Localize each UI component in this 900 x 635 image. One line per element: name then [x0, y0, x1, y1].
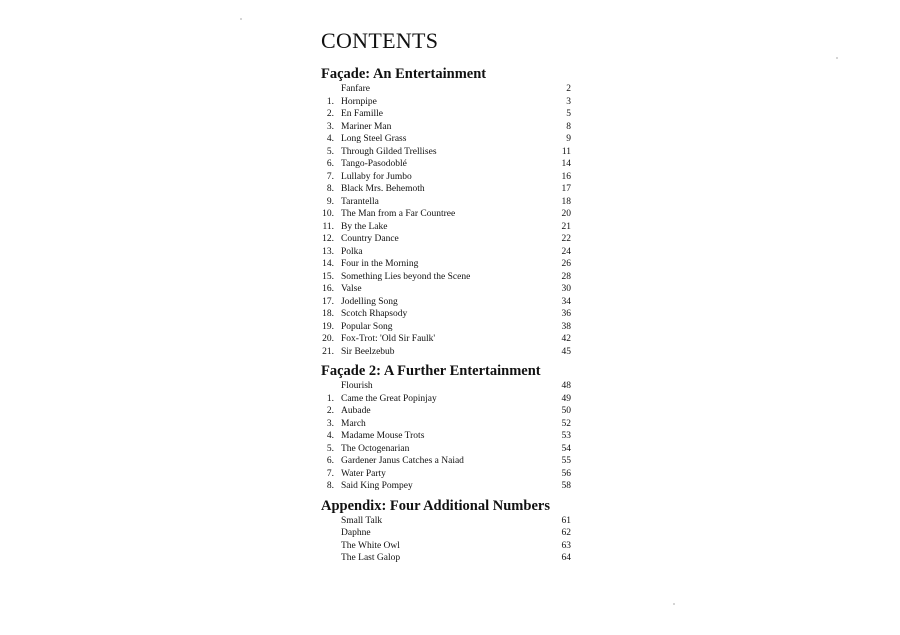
toc-entry: [321, 246, 571, 259]
toc-entry: [321, 171, 571, 184]
entry-list: [321, 83, 571, 358]
entry-title: Long Steel Grass: [341, 134, 407, 144]
entry-page-number: 24: [561, 246, 571, 257]
entry-page-number: 61: [561, 515, 571, 526]
entry-title: Something Lies beyond the Scene: [341, 271, 471, 282]
entry-page-number: 63: [561, 540, 571, 551]
entry-number: 6.: [326, 159, 334, 169]
entry-page-number: 56: [561, 468, 571, 479]
section-heading: Appendix: Four Additional Numbers: [321, 497, 550, 514]
entry-number: 14.: [322, 259, 334, 269]
entry-number: 1.: [326, 96, 334, 107]
entry-title: Mariner Man: [341, 121, 392, 132]
toc-entry: [321, 83, 571, 96]
toc-entry: [321, 208, 571, 221]
entry-page-number: 55: [561, 456, 571, 466]
scan-speck: [673, 603, 675, 605]
entry-number: 4.: [326, 431, 334, 441]
entry-page-number: 18: [561, 196, 571, 207]
toc-entry: [321, 183, 571, 196]
entry-number: 13.: [322, 246, 334, 257]
entry-title: Fox-Trot: 'Old Sir Faulk': [341, 334, 436, 344]
toc-entry: [321, 158, 571, 171]
entry-title: En Famille: [341, 109, 383, 119]
entry-page-number: 26: [561, 259, 571, 269]
entry-number: 7.: [326, 171, 334, 182]
entry-number: 6.: [326, 456, 334, 466]
entry-number: 1.: [326, 393, 334, 404]
entry-title: Tarantella: [341, 196, 379, 207]
entry-page-number: 28: [561, 271, 571, 282]
section-heading: Façade: An Entertainment: [321, 66, 487, 82]
toc-entry: [321, 121, 571, 134]
toc-entry: [321, 393, 571, 406]
entry-title: Gardener Janus Catches a Naiad: [341, 456, 464, 466]
entry-number: 9.: [326, 196, 334, 207]
toc-entry: [321, 321, 571, 334]
entry-number: 10.: [322, 209, 334, 219]
entry-page-number: 62: [561, 528, 571, 538]
entry-page-number: 16: [561, 171, 571, 182]
entry-title: Fanfare: [341, 84, 371, 94]
entry-page-number: 30: [561, 284, 571, 294]
entry-title: Sir Beelzebub: [341, 346, 395, 357]
section-heading: Façade 2: A Further Entertainment: [321, 363, 541, 379]
entry-number: 5.: [326, 443, 334, 454]
entry-title: The Last Galop: [341, 553, 401, 563]
entry-page-number: 52: [561, 418, 571, 429]
entry-title: Country Dance: [341, 234, 399, 244]
contents-title: CONTENTS: [321, 28, 439, 53]
entry-title: Small Talk: [341, 515, 383, 526]
entry-page-number: 2: [566, 84, 571, 94]
toc-entry: [321, 552, 571, 565]
toc-entry: [321, 196, 571, 209]
entry-title: Hornpipe: [341, 96, 377, 107]
entry-title: Scotch Rhapsody: [341, 309, 408, 319]
toc-entry: [321, 333, 571, 346]
entry-page-number: 34: [561, 296, 571, 307]
toc-entry: [321, 221, 571, 234]
entry-page-number: 14: [561, 159, 571, 169]
entry-title: Madame Mouse Trots: [341, 431, 425, 441]
toc-entry: [321, 296, 571, 309]
toc-entry: [321, 418, 571, 431]
toc-entry: [321, 405, 571, 418]
toc-entry: [321, 108, 571, 121]
toc-section: [321, 498, 571, 565]
entry-page-number: 5: [566, 109, 571, 119]
entry-title: Said King Pompey: [341, 481, 413, 491]
entry-title: Four in the Morning: [341, 259, 419, 269]
entry-title: Valse: [341, 284, 362, 294]
entry-title: Aubade: [341, 406, 371, 416]
entry-number: 21.: [322, 346, 334, 357]
entry-list: [321, 380, 571, 493]
entry-page-number: 50: [561, 406, 571, 416]
entry-title: Popular Song: [341, 321, 393, 332]
entry-number: 8.: [326, 481, 334, 491]
entry-page-number: 22: [561, 234, 571, 244]
entry-title: The White Owl: [341, 540, 400, 551]
toc-entry: [321, 258, 571, 271]
entry-page-number: 64: [561, 553, 571, 563]
entry-number: 5.: [326, 146, 334, 157]
entry-number: 11.: [322, 221, 334, 232]
entry-page-number: 48: [561, 381, 571, 391]
table-of-contents: [321, 66, 571, 570]
entry-page-number: 58: [561, 481, 571, 491]
entry-page-number: 53: [561, 431, 571, 441]
entry-title: Through Gilded Trellises: [341, 146, 437, 157]
toc-entry: [321, 430, 571, 443]
entry-title: March: [341, 418, 366, 429]
entry-number: 3.: [326, 418, 334, 429]
entry-title: The Man from a Far Countree: [341, 209, 456, 219]
toc-entry: [321, 146, 571, 159]
toc-section: [321, 363, 571, 493]
entry-number: 19.: [322, 321, 334, 332]
toc-entry: [321, 133, 571, 146]
entry-title: The Octogenarian: [341, 443, 410, 454]
entry-number: 3.: [326, 121, 334, 132]
entry-title: Tango-Pasodoblé: [341, 159, 407, 169]
entry-page-number: 49: [561, 393, 571, 404]
entry-title: Lullaby for Jumbo: [341, 171, 412, 182]
entry-title: Black Mrs. Behemoth: [341, 184, 425, 194]
entry-page-number: 45: [561, 346, 571, 357]
entry-number: 17.: [322, 296, 334, 307]
toc-section: [321, 66, 571, 358]
entry-title: Flourish: [341, 381, 373, 391]
entry-page-number: 8: [566, 121, 571, 132]
toc-entry: [321, 380, 571, 393]
entry-number: 4.: [326, 134, 334, 144]
toc-entry: [321, 468, 571, 481]
entry-number: 12.: [322, 234, 334, 244]
entry-page-number: 38: [561, 321, 571, 332]
entry-number: 16.: [322, 284, 334, 294]
toc-entry: [321, 540, 571, 553]
scan-speck: [836, 57, 838, 59]
entry-list: [321, 515, 571, 565]
entry-page-number: 54: [561, 443, 571, 454]
entry-page-number: 21: [561, 221, 571, 232]
entry-page-number: 42: [561, 334, 571, 344]
entry-number: 7.: [326, 468, 334, 479]
entry-page-number: 9: [566, 134, 571, 144]
entry-number: 2.: [326, 109, 334, 119]
entry-page-number: 17: [561, 184, 571, 194]
toc-entry: [321, 515, 571, 528]
entry-page-number: 36: [561, 309, 571, 319]
toc-entry: [321, 283, 571, 296]
toc-entry: [321, 480, 571, 493]
entry-title: Daphne: [341, 528, 371, 538]
entry-page-number: 20: [561, 209, 571, 219]
toc-entry: [321, 346, 571, 359]
entry-title: Came the Great Popinjay: [341, 393, 437, 404]
entry-number: 8.: [326, 184, 334, 194]
entry-number: 18.: [322, 309, 334, 319]
entry-title: By the Lake: [341, 221, 388, 232]
toc-entry: [321, 443, 571, 456]
scan-speck: [240, 18, 242, 20]
toc-entry: [321, 271, 571, 284]
toc-entry: [321, 527, 571, 540]
entry-number: 15.: [322, 271, 334, 282]
toc-entry: [321, 233, 571, 246]
toc-entry: [321, 308, 571, 321]
entry-page-number: 11: [561, 146, 571, 157]
toc-entry: [321, 96, 571, 109]
entry-number: 2.: [326, 406, 334, 416]
entry-title: Polka: [341, 246, 363, 257]
entry-title: Jodelling Song: [341, 296, 398, 307]
toc-entry: [321, 455, 571, 468]
entry-number: 20.: [322, 334, 334, 344]
entry-page-number: 3: [566, 96, 571, 107]
entry-title: Water Party: [341, 468, 386, 479]
